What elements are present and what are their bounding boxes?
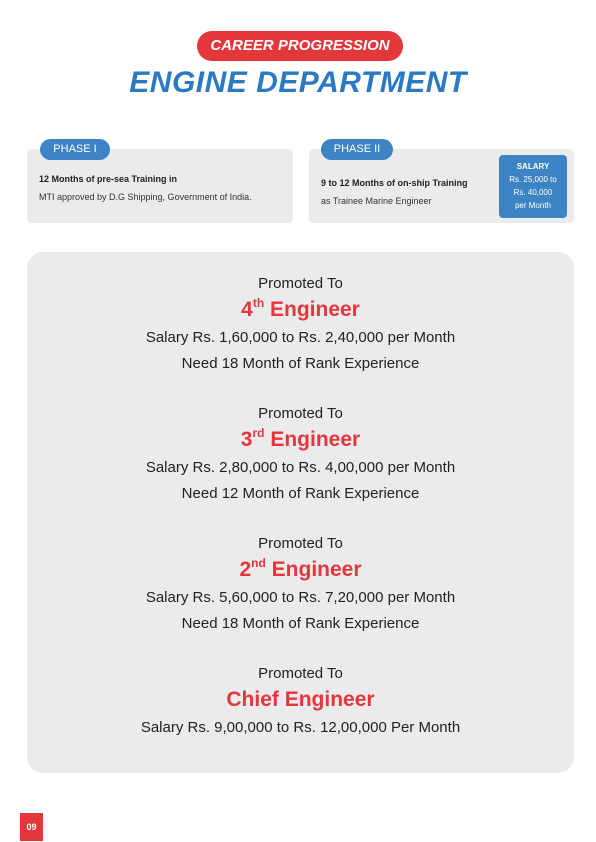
rank-salary: Salary Rs. 1,60,000 to Rs. 2,40,000 per Month <box>145 329 456 346</box>
phase-1-title: 12 Months of pre-sea Training in <box>39 174 178 184</box>
salary-line-1: Rs. 25,000 to <box>509 175 557 184</box>
salary-line-3: per Month <box>514 201 552 210</box>
page-number: 09 <box>20 813 43 841</box>
phase-2-salary-box <box>499 155 567 218</box>
rank-chief-engineer <box>27 663 574 741</box>
rank-experience: Need 12 Month of Rank Experience <box>181 485 420 502</box>
phase-2-description: as Trainee Marine Engineer <box>321 196 432 206</box>
phase-1-card <box>27 149 293 223</box>
phase-1-tab: PHASE I <box>40 139 110 160</box>
rank-salary: Salary Rs. 5,60,000 to Rs. 7,20,000 per Month <box>145 589 456 606</box>
rank-title: Chief Engineer <box>226 688 375 711</box>
rank-2nd-engineer <box>27 533 574 637</box>
phase-2-title: 9 to 12 Months of on-ship Training <box>321 178 468 188</box>
rank-experience: Need 18 Month of Rank Experience <box>181 355 420 372</box>
rank-name: Engineer <box>264 298 360 321</box>
rank-title <box>27 425 574 455</box>
rank-salary: Salary Rs. 2,80,000 to Rs. 4,00,000 per Month <box>145 459 456 476</box>
career-progression-badge: CAREER PROGRESSION <box>197 31 403 61</box>
rank-experience: Need 18 Month of Rank Experience <box>181 615 420 632</box>
salary-label: SALARY <box>516 162 550 171</box>
promoted-to-label: Promoted To <box>258 665 343 682</box>
rank-number: 3 <box>240 428 253 451</box>
rank-suffix: th <box>252 296 265 310</box>
promotion-panel <box>27 252 574 773</box>
rank-name: Engineer <box>265 558 362 581</box>
rank-name: Engineer <box>264 428 361 451</box>
rank-number: 2 <box>239 558 252 581</box>
page-title: ENGINE DEPARTMENT <box>129 66 467 99</box>
promoted-to-label: Promoted To <box>258 535 343 552</box>
rank-suffix: rd <box>252 426 265 440</box>
phase-2-tab: PHASE II <box>321 139 393 160</box>
rank-3rd-engineer <box>27 403 574 507</box>
rank-number: 4 <box>241 298 253 321</box>
rank-4th-engineer <box>27 273 574 377</box>
promoted-to-label: Promoted To <box>258 405 343 422</box>
rank-salary: Salary Rs. 9,00,000 to Rs. 12,00,000 Per Month <box>140 719 461 736</box>
phase-1-description: MTI approved by D.G Shipping, Government of India. <box>39 192 252 202</box>
salary-line-2: Rs. 40,000 <box>513 188 553 197</box>
rank-title <box>27 295 574 325</box>
rank-suffix: nd <box>251 556 266 570</box>
rank-title <box>27 555 574 585</box>
promoted-to-label: Promoted To <box>258 275 343 292</box>
